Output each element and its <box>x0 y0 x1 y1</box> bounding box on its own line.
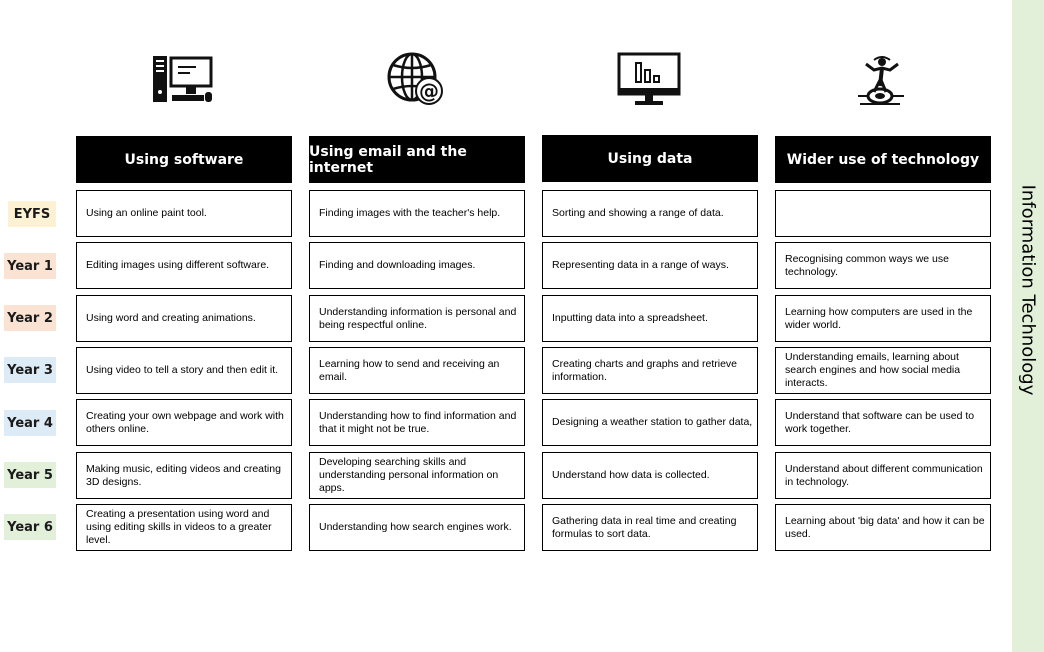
computer-icon <box>150 52 214 112</box>
cell-year5-internet: Developing searching skills and understanding personal information on apps. <box>309 452 525 499</box>
cell-year1-software: Editing images using different software. <box>76 242 292 289</box>
cell-year6-internet: Understanding how search engines work. <box>309 504 525 551</box>
cell-year6-software: Creating a presentation using word and using editing skills in videos to a greater level. <box>76 504 292 551</box>
svg-text:@: @ <box>419 79 439 103</box>
cell-year3-wider: Understanding emails, learning about search engines and how social media interacts. <box>775 347 991 394</box>
year-label-4: Year 4 <box>4 410 56 436</box>
page-title: Information Technology <box>1017 184 1039 396</box>
cell-year3-data: Creating charts and graphs and retrieve information. <box>542 347 758 394</box>
cell-year3-software: Using video to tell a story and then edit it. <box>76 347 292 394</box>
year-label-3: Year 3 <box>4 357 56 383</box>
cell-year6-wider: Learning about 'big data' and how it can be used. <box>775 504 991 551</box>
cell-year5-data: Understand how data is collected. <box>542 452 758 499</box>
year-label-5: Year 5 <box>4 462 56 488</box>
cell-year1-data: Representing data in a range of ways. <box>542 242 758 289</box>
cell-year5-wider: Understand about different communication in technology. <box>775 452 991 499</box>
cell-eyfs-software: Using an online paint tool. <box>76 190 292 237</box>
cell-year4-internet: Understanding how to find information and that it might not be true. <box>309 399 525 446</box>
cell-year6-data: Gathering data in real time and creating formulas to sort data. <box>542 504 758 551</box>
cell-year2-data: Inputting data into a spreadsheet. <box>542 295 758 342</box>
year-label-6: Year 6 <box>4 514 56 540</box>
year-label-eyfs: EYFS <box>8 201 56 227</box>
year-label-1: Year 1 <box>4 253 56 279</box>
header-wider-use-technology: Wider use of technology <box>775 136 991 183</box>
cell-year1-internet: Finding and downloading images. <box>309 242 525 289</box>
cell-eyfs-internet: Finding images with the teacher's help. <box>309 190 525 237</box>
header-using-email-internet: Using email and the internet <box>309 136 525 183</box>
cell-year3-internet: Learning how to send and receiving an email. <box>309 347 525 394</box>
year-label-2: Year 2 <box>4 305 56 331</box>
header-using-software: Using software <box>76 136 292 183</box>
cell-year5-software: Making music, editing videos and creating 3D designs. <box>76 452 292 499</box>
cell-eyfs-data: Sorting and showing a range of data. <box>542 190 758 237</box>
globe-email-icon <box>385 50 449 110</box>
cell-eyfs-wider <box>775 190 991 237</box>
cell-year2-internet: Understanding information is personal and being respectful online. <box>309 295 525 342</box>
cell-year2-software: Using word and creating animations. <box>76 295 292 342</box>
cell-year4-wider: Understand that software can be used to work together. <box>775 399 991 446</box>
header-using-data: Using data <box>542 135 758 182</box>
cell-year4-data: Designing a weather station to gather data, <box>542 399 758 446</box>
wider-technology-icon <box>850 52 914 112</box>
cell-year4-software: Creating your own webpage and work with others online. <box>76 399 292 446</box>
cell-year1-wider: Recognising common ways we use technology. <box>775 242 991 289</box>
cell-year2-wider: Learning how computers are used in the wider world. <box>775 295 991 342</box>
monitor-chart-icon <box>617 50 681 110</box>
